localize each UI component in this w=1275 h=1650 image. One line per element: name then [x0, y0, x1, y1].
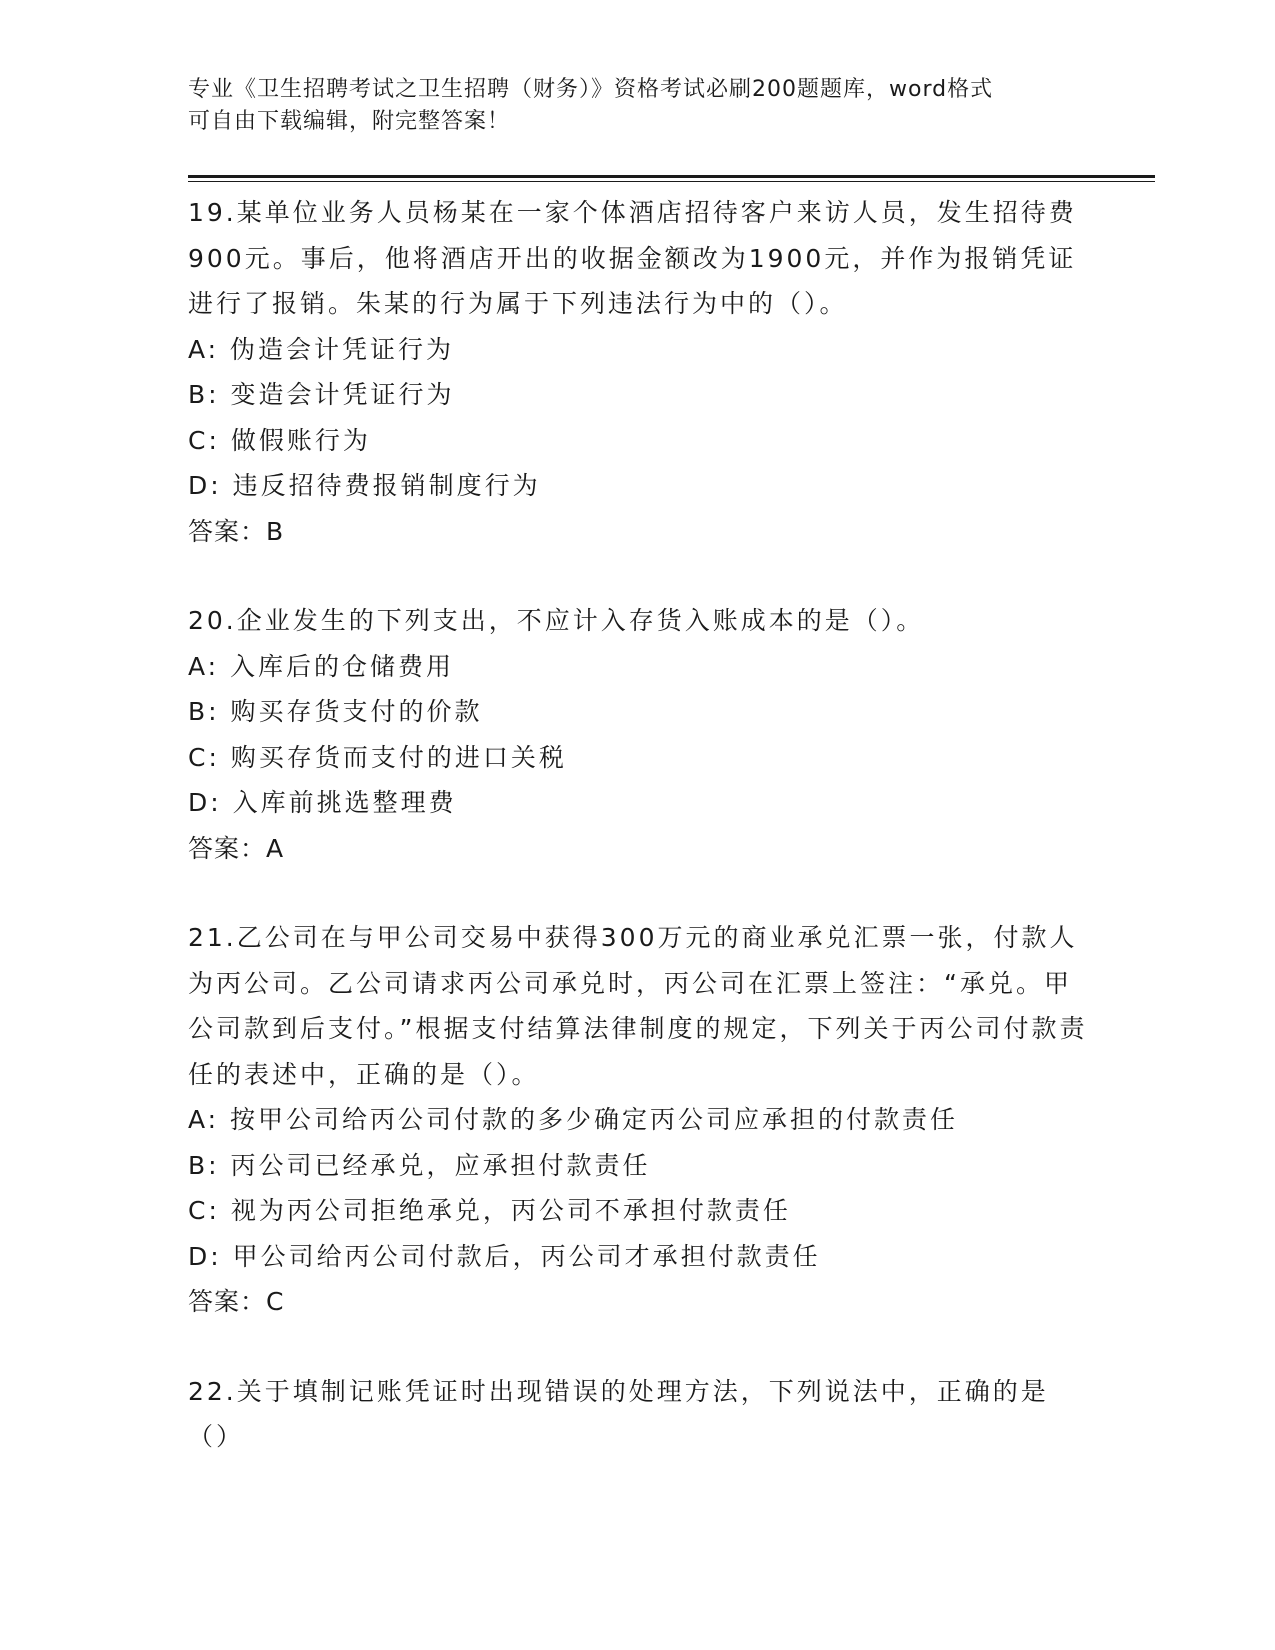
answer-value: C — [266, 1287, 285, 1316]
question-text: 22.关于填制记账凭证时出现错误的处理方法，下列说法中，正确的是（） — [188, 1376, 1049, 1451]
option-a: A: 按甲公司给丙公司付款的多少确定丙公司应承担的付款责任 — [188, 1105, 959, 1134]
option-d: D: 入库前挑选整理费 — [188, 788, 457, 817]
option-c: C: 做假账行为 — [188, 425, 371, 455]
header-line-1: 专业《卫生招聘考试之卫生招聘（财务）》资格考试必刷200题题库，word格式 — [188, 77, 994, 102]
answer-value: B — [266, 516, 285, 546]
answer-line — [188, 1279, 1088, 1325]
option-b: B: 变造会计凭证行为 — [188, 380, 455, 409]
answer-label: 答案： — [188, 1287, 267, 1316]
question-text: 19.某单位业务人员杨某在一家个体酒店招待客户来访人员，发生招待费900元。事后，他将酒店开出的收据金额改为1900元，并作为报销凭证进行了报销。朱某的行为属于下列违法行为中的（）。 — [188, 198, 1077, 318]
answer-line — [188, 826, 1088, 872]
question-list — [188, 190, 1088, 1504]
option-c: C: 购买存货而支付的进口关税 — [188, 742, 567, 772]
header-divider-thin — [188, 181, 1155, 182]
option-b: B: 丙公司已经承兑，应承担付款责任 — [188, 1150, 651, 1180]
option-d: D: 违反招待费报销制度行为 — [188, 471, 541, 500]
option-a: A: 入库后的仓储费用 — [188, 651, 455, 681]
header-line-2: 可自由下载编辑，附完整答案！ — [188, 109, 511, 134]
document-header — [188, 74, 1088, 138]
option-a: A: 伪造会计凭证行为 — [188, 334, 455, 364]
answer-label: 答案： — [188, 833, 267, 863]
option-c: C: 视为丙公司拒绝承兑，丙公司不承担付款责任 — [188, 1196, 791, 1225]
option-b: B: 购买存货支付的价款 — [188, 697, 483, 726]
header-divider-thick — [188, 175, 1155, 178]
question-text: 20.企业发生的下列支出，不应计入存货入账成本的是（）。 — [188, 606, 925, 635]
option-d: D: 甲公司给丙公司付款后，丙公司才承担付款责任 — [188, 1241, 821, 1271]
question-21 — [188, 915, 1088, 1325]
question-22 — [188, 1369, 1088, 1460]
answer-label: 答案： — [188, 516, 267, 546]
answer-value: A — [266, 833, 285, 863]
question-text: 21.乙公司在与甲公司交易中获得300万元的商业承兑汇票一张，付款人为丙公司。乙公司请求丙公司承兑时，丙公司在汇票上签注：“承兑。甲公司款到后支付。”根据支付结算法律制度的规定，下列关于丙公司付款责任的表述中，正确的是（）。 — [188, 923, 1088, 1089]
question-19 — [188, 190, 1088, 554]
question-20 — [188, 598, 1088, 871]
answer-line — [188, 509, 1088, 555]
